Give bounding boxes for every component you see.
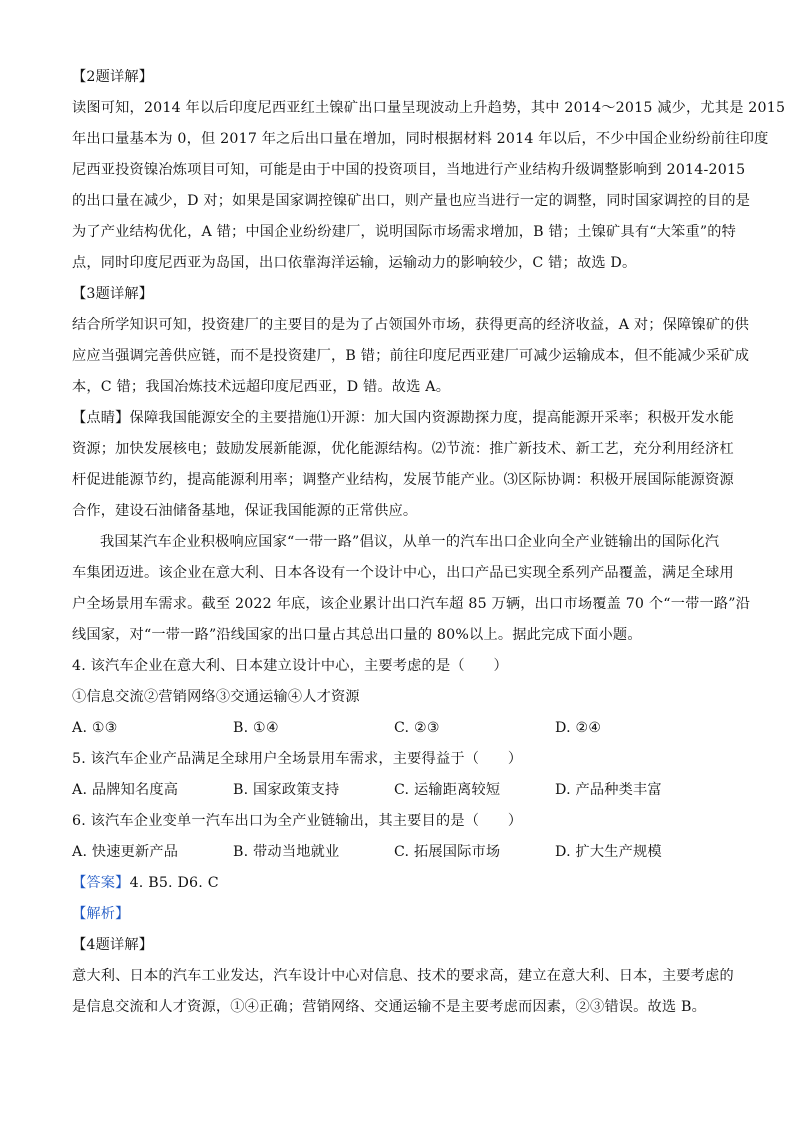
text-line: 本，C 错；我国冶炼技术远超印度尼西亚，D 错。故选 A。 (72, 379, 451, 395)
text-line: 点，同时印度尼西亚为岛国，出口依靠海洋运输，运输动力的影响较少，C 错；故选 D。 (72, 255, 637, 271)
answer-label: 【答案】 (72, 875, 130, 891)
text-line: 的出口量在减少，D 对；如果是国家调控镍矿出口，则产量也应当进行一定的调整，同时国家调控的目的是 (72, 193, 751, 209)
key-point-line: 【点睛】保障我国能源安全的主要措施⑴开源：加大国内资源勘探力度，提高能源开采率；积极开发水能 (72, 410, 734, 426)
text-line: 为了产业结构优化，A 错；中国企业纷纷建厂，说明国际市场需求增加，B 错；土镍矿具有“大笨重”的特 (72, 224, 737, 240)
question-5-options (72, 775, 724, 806)
option-d: D. ②④ (555, 720, 602, 736)
question-6-stem: 6. 该汽车企业变单一汽车出口为全产业链输出，其主要目的是（ ） (72, 813, 523, 829)
answer-text: 4. B5. D6. C (129, 875, 219, 891)
text-line: 尼西亚投资镍冶炼项目可知，可能是由于中国的投资项目，当地进行产业结构升级调整影响到 2014-2015 (72, 162, 746, 178)
answer-line (72, 868, 724, 899)
option-a: A. 品牌知名度高 (72, 782, 179, 798)
text-line: 合作，建设石油储备基地，保证我国能源的正常供应。 (72, 503, 418, 519)
text-line: 是信息交流和人才资源，①④正确；营销网络、交通运输不是主要考虑而因素，②③错误。故选 B。 (72, 999, 707, 1015)
question-4-stem: 4. 该汽车企业在意大利、日本建立设计中心，主要考虑的是（ ） (72, 658, 508, 674)
passage-line: 户全场景用车需求。截至 2022 年底，该企业累计出口汽车超 85 万辆，出口市场覆盖 70 个“一带一路”沿 (72, 596, 751, 612)
text-line: 读图可知，2014 年以后印度尼西亚红土镍矿出口量呈现波动上升趋势，其中 2014～2015 减少，尤其是 2015 (72, 100, 786, 116)
option-c: C. ②③ (394, 720, 440, 736)
option-b: B. 带动当地就业 (233, 844, 340, 860)
q3-detail-heading: 【3题详解】 (72, 286, 154, 302)
option-b: B. 国家政策支持 (233, 782, 340, 798)
question-6-options (72, 837, 724, 868)
passage-line: 我国某汽车企业积极响应国家“一带一路”倡议，从单一的汽车出口企业向全产业链输出的国际化汽 (100, 534, 720, 550)
option-a: A. ①③ (72, 720, 118, 736)
passage-line: 线国家，对“一带一路”沿线国家的出口量占其总出口量的 80%以上。据此完成下面小题。 (72, 627, 642, 643)
q2-detail-heading: 【2题详解】 (72, 69, 154, 85)
option-c: C. 拓展国际市场 (394, 844, 501, 860)
question-5-stem: 5. 该汽车企业产品满足全球用户全场景用车需求，主要得益于（ ） (72, 751, 523, 767)
text-line: 应应当强调完善供应链，而不是投资建厂，B 错；前往印度尼西亚建厂可减少运输成本，但不能减少采矿成 (72, 348, 750, 364)
option-b: B. ①④ (233, 720, 279, 736)
option-c: C. 运输距离较短 (394, 782, 501, 798)
text-line: 意大利、日本的汽车工业发达，汽车设计中心对信息、技术的要求高，建立在意大利、日本，主要考虑的 (72, 968, 734, 984)
text-line: 杆促进能源节约，提高能源利用率；调整产业结构，发展节能产业。⑶区际协调：积极开展国际能源资源 (72, 472, 734, 488)
option-d: D. 产品种类丰富 (555, 782, 662, 798)
analysis-label: 【解析】 (72, 906, 130, 922)
question-4-options (72, 713, 724, 744)
document-page (72, 62, 786, 1023)
q4-detail-heading: 【4题详解】 (72, 937, 154, 953)
option-a: A. 快速更新产品 (72, 844, 179, 860)
text-line: 资源；加快发展核电；鼓励发展新能源，优化能源结构。⑵节流：推广新技术、新工艺，充分利用经济杠 (72, 441, 734, 457)
passage-line: 车集团迈进。该企业在意大利、日本各设有一个设计中心，出口产品已实现全系列产品覆盖，满足全球用 (72, 565, 734, 581)
text-line: 结合所学知识可知，投资建厂的主要目的是为了占领国外市场，获得更高的经济收益，A 对；保障镍矿的供 (72, 317, 749, 333)
question-4-items: ①信息交流②营销网络③交通运输④人才资源 (72, 689, 360, 705)
option-d: D. 扩大生产规模 (555, 844, 662, 860)
text-line: 年出口量基本为 0，但 2017 年之后出口量在增加，同时根据材料 2014 年以后，不少中国企业纷纷前往印度 (72, 131, 769, 147)
